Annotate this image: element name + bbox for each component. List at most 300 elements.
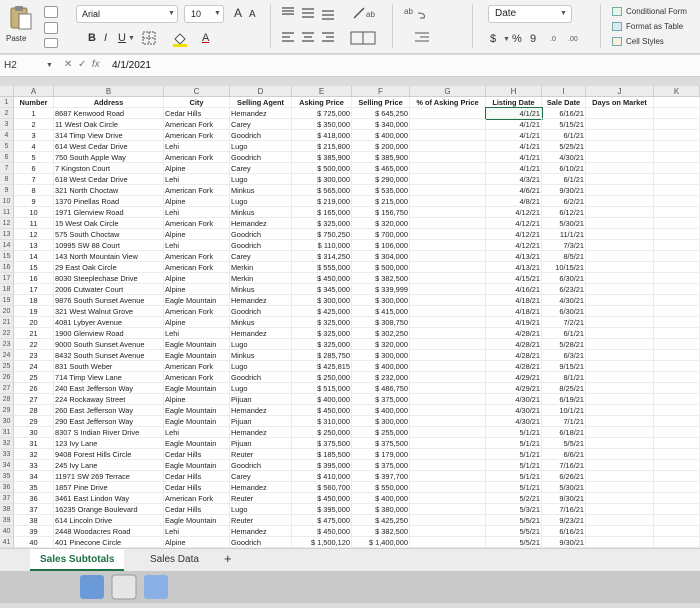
cell-address[interactable]: 9000 South Sunset Avenue	[54, 339, 164, 350]
cell-number[interactable]: 31	[14, 438, 54, 449]
cell-selling-agent[interactable]: Minkus	[230, 317, 292, 328]
cell-selling-price[interactable]: $ 397,700	[352, 471, 410, 482]
cell-pct-asking[interactable]	[410, 350, 486, 361]
cell-asking-price[interactable]: $ 475,000	[292, 515, 352, 526]
row-header[interactable]: 5	[0, 141, 14, 152]
cell-days-on-market[interactable]	[586, 328, 654, 339]
cell-sale-date[interactable]: 6/6/21	[542, 449, 586, 460]
cell-asking-price[interactable]: $ 410,000	[292, 471, 352, 482]
cell-days-on-market[interactable]	[586, 317, 654, 328]
empty-cell[interactable]	[654, 207, 700, 218]
cell-city[interactable]: American Fork	[164, 185, 230, 196]
cell-pct-asking[interactable]	[410, 152, 486, 163]
cell-sale-date[interactable]: 6/1/21	[542, 174, 586, 185]
row-header[interactable]: 29	[0, 405, 14, 416]
cell-number[interactable]: 21	[14, 328, 54, 339]
cell-selling-agent[interactable]: Hemandez	[230, 295, 292, 306]
cell-pct-asking[interactable]	[410, 405, 486, 416]
cell-selling-price[interactable]: $ 500,000	[352, 262, 410, 273]
alignment-group[interactable]	[280, 5, 340, 47]
cell-pct-asking[interactable]	[410, 515, 486, 526]
row-header[interactable]: 21	[0, 317, 14, 328]
cell-selling-price[interactable]: $ 300,000	[352, 416, 410, 427]
empty-cell[interactable]	[654, 537, 700, 548]
cell-selling-agent[interactable]: Goodrich	[230, 372, 292, 383]
empty-cell[interactable]	[654, 295, 700, 306]
cell-address[interactable]: 714 Timp View Lane	[54, 372, 164, 383]
cell-city[interactable]: American Fork	[164, 493, 230, 504]
cell-days-on-market[interactable]	[586, 196, 654, 207]
column-header-e[interactable]: E	[292, 86, 352, 97]
cell-address[interactable]: 16235 Orange Boulevard	[54, 504, 164, 515]
cell-pct-asking[interactable]	[410, 394, 486, 405]
cell-selling-price[interactable]: $ 425,250	[352, 515, 410, 526]
cell-city[interactable]: American Fork	[164, 130, 230, 141]
cell-sale-date[interactable]: 5/28/21	[542, 339, 586, 350]
empty-cell[interactable]	[654, 460, 700, 471]
cell-selling-price[interactable]: $ 550,000	[352, 482, 410, 493]
cell-address[interactable]: 321 North Choctaw	[54, 185, 164, 196]
cell-asking-price[interactable]: $ 250,000	[292, 372, 352, 383]
cell-selling-price[interactable]: $ 308,750	[352, 317, 410, 328]
cell-listing-date[interactable]: 4/12/21	[486, 218, 542, 229]
cell-selling-agent[interactable]: Goodrich	[230, 460, 292, 471]
cell-number[interactable]: 34	[14, 471, 54, 482]
cell-listing-date[interactable]: 4/12/21	[486, 240, 542, 251]
cell-asking-price[interactable]: $ 165,000	[292, 207, 352, 218]
cell-sale-date[interactable]: 8/5/21	[542, 251, 586, 262]
cell-sale-date[interactable]: 7/3/21	[542, 240, 586, 251]
cell-pct-asking[interactable]	[410, 493, 486, 504]
header-sale-date[interactable]: Sale Date	[542, 97, 586, 108]
cell-address[interactable]: 8307 S Indian River Drive	[54, 427, 164, 438]
cell-selling-agent[interactable]: Lugo	[230, 361, 292, 372]
cell-sale-date[interactable]: 10/15/21	[542, 262, 586, 273]
cell-selling-agent[interactable]: Merkin	[230, 262, 292, 273]
row-header[interactable]: 10	[0, 196, 14, 207]
cell-number[interactable]: 11	[14, 218, 54, 229]
cell-address[interactable]: 4081 Lybyer Avenue	[54, 317, 164, 328]
row-header[interactable]: 12	[0, 218, 14, 229]
cell-selling-price[interactable]: $ 700,000	[352, 229, 410, 240]
cell-listing-date[interactable]: 4/28/21	[486, 361, 542, 372]
cell-selling-price[interactable]: $ 375,000	[352, 460, 410, 471]
cell-listing-date[interactable]: 4/28/21	[486, 328, 542, 339]
header-number[interactable]: Number	[14, 97, 54, 108]
cell-number[interactable]: 18	[14, 295, 54, 306]
cell-selling-price[interactable]: $ 290,000	[352, 174, 410, 185]
cell-selling-price[interactable]: $ 1,400,000	[352, 537, 410, 548]
cell-address[interactable]: 614 Lincoln Drive	[54, 515, 164, 526]
cell-listing-date[interactable]: 5/2/21	[486, 493, 542, 504]
cell-address[interactable]: 9408 Forest Hills Circle	[54, 449, 164, 460]
header-selling-agent[interactable]: Selling Agent	[230, 97, 292, 108]
header-listing-date[interactable]: Listing Date	[486, 97, 542, 108]
cell-selling-price[interactable]: $ 179,000	[352, 449, 410, 460]
cell-city[interactable]: Lehi	[164, 526, 230, 537]
cell-city[interactable]: Eagle Mountain	[164, 416, 230, 427]
cell-selling-agent[interactable]: Hemandez	[230, 405, 292, 416]
cell-sale-date[interactable]: 6/1/21	[542, 130, 586, 141]
italic-button[interactable]: I	[104, 32, 108, 44]
cell-selling-price[interactable]: $ 486,750	[352, 383, 410, 394]
chevron-down-icon[interactable]: ▼	[168, 10, 175, 17]
cell-pct-asking[interactable]	[410, 471, 486, 482]
cell-days-on-market[interactable]	[586, 460, 654, 471]
cell-sale-date[interactable]: 4/30/21	[542, 295, 586, 306]
cell-number[interactable]: 3	[14, 130, 54, 141]
header-address[interactable]: Address	[54, 97, 164, 108]
select-all-corner[interactable]	[0, 86, 14, 97]
cell-asking-price[interactable]: $ 450,000	[292, 526, 352, 537]
cell-sale-date[interactable]: 11/1/21	[542, 229, 586, 240]
header-city[interactable]: City	[164, 97, 230, 108]
cell-pct-asking[interactable]	[410, 141, 486, 152]
cell-pct-asking[interactable]	[410, 482, 486, 493]
cell-address[interactable]: 10995 SW 88 Court	[54, 240, 164, 251]
cell-asking-price[interactable]: $ 325,000	[292, 328, 352, 339]
empty-cell[interactable]	[654, 504, 700, 515]
cell-number[interactable]: 5	[14, 152, 54, 163]
tab-sales-subtotals[interactable]: Sales Subtotals	[30, 549, 124, 571]
cell-address[interactable]: 9876 South Sunset Avenue	[54, 295, 164, 306]
empty-cell[interactable]	[654, 119, 700, 130]
header-asking-price[interactable]: Asking Price	[292, 97, 352, 108]
cell-number[interactable]: 30	[14, 427, 54, 438]
cell-city[interactable]: Lehi	[164, 427, 230, 438]
cell-sale-date[interactable]: 9/15/21	[542, 361, 586, 372]
cell-address[interactable]: 11971 SW 269 Terrace	[54, 471, 164, 482]
column-header-f[interactable]: F	[352, 86, 410, 97]
cell-selling-agent[interactable]: Minkus	[230, 185, 292, 196]
row-header[interactable]: 22	[0, 328, 14, 339]
cell-sale-date[interactable]: 6/1/21	[542, 328, 586, 339]
cell-city[interactable]: Lehi	[164, 207, 230, 218]
column-header-b[interactable]: B	[54, 86, 164, 97]
cell-selling-agent[interactable]: Merkin	[230, 273, 292, 284]
cell-address[interactable]: 15 West Oak Circle	[54, 218, 164, 229]
cell-number[interactable]: 14	[14, 251, 54, 262]
cell-asking-price[interactable]: $ 500,000	[292, 163, 352, 174]
cell-number[interactable]: 10	[14, 207, 54, 218]
cell-sale-date[interactable]: 6/19/21	[542, 394, 586, 405]
cell-selling-price[interactable]: $ 200,000	[352, 141, 410, 152]
cell-pct-asking[interactable]	[410, 284, 486, 295]
font-color-button[interactable]: A	[202, 32, 210, 44]
empty-cell[interactable]	[654, 405, 700, 416]
cell-days-on-market[interactable]	[586, 438, 654, 449]
cell-number[interactable]: 9	[14, 196, 54, 207]
cell-days-on-market[interactable]	[586, 163, 654, 174]
cell-selling-agent[interactable]: Lugo	[230, 339, 292, 350]
cell-address[interactable]: 2448 Woodacres Road	[54, 526, 164, 537]
row-header[interactable]: 16	[0, 262, 14, 273]
cell-sale-date[interactable]: 8/25/21	[542, 383, 586, 394]
cell-listing-date[interactable]: 4/1/21	[486, 119, 542, 130]
cell-pct-asking[interactable]	[410, 460, 486, 471]
empty-cell[interactable]	[654, 240, 700, 251]
font-size-select[interactable]: 10	[184, 5, 224, 23]
cell-pct-asking[interactable]	[410, 174, 486, 185]
empty-cell[interactable]	[654, 97, 700, 108]
cell-selling-agent[interactable]: Minkus	[230, 350, 292, 361]
font-name-select[interactable]: Arial	[76, 5, 178, 23]
name-box[interactable]: H2	[4, 60, 17, 71]
cell-listing-date[interactable]: 4/1/21	[486, 152, 542, 163]
cell-asking-price[interactable]: $ 325,000	[292, 339, 352, 350]
cell-selling-agent[interactable]: Hemandez	[230, 108, 292, 119]
cell-sale-date[interactable]: 8/1/21	[542, 372, 586, 383]
cell-city[interactable]: American Fork	[164, 372, 230, 383]
decimal-buttons[interactable]	[550, 31, 586, 45]
cell-listing-date[interactable]: 5/1/21	[486, 438, 542, 449]
cell-selling-agent[interactable]: Lugo	[230, 174, 292, 185]
cell-selling-agent[interactable]: Hemandez	[230, 482, 292, 493]
cell-selling-price[interactable]: $ 645,250	[352, 108, 410, 119]
cell-number[interactable]: 38	[14, 515, 54, 526]
chevron-down-icon[interactable]: ▼	[214, 10, 221, 17]
cell-address[interactable]: 224 Rockaway Street	[54, 394, 164, 405]
cell-selling-price[interactable]: $ 232,000	[352, 372, 410, 383]
cell-address[interactable]: 123 Ivy Lane	[54, 438, 164, 449]
cell-city[interactable]: Cedar Hills	[164, 449, 230, 460]
cell-days-on-market[interactable]	[586, 416, 654, 427]
bold-button[interactable]: B	[88, 32, 96, 44]
cell-pct-asking[interactable]	[410, 207, 486, 218]
cell-number[interactable]: 35	[14, 482, 54, 493]
empty-cell[interactable]	[654, 174, 700, 185]
paste-icon[interactable]	[8, 4, 34, 32]
cell-city[interactable]: Cedar Hills	[164, 504, 230, 515]
cell-address[interactable]: 143 North Mountain View	[54, 251, 164, 262]
cell-sale-date[interactable]: 9/23/21	[542, 515, 586, 526]
cell-selling-agent[interactable]: Minkus	[230, 207, 292, 218]
cell-selling-price[interactable]: $ 156,750	[352, 207, 410, 218]
cell-number[interactable]: 28	[14, 405, 54, 416]
cell-selling-price[interactable]: $ 302,250	[352, 328, 410, 339]
cell-days-on-market[interactable]	[586, 273, 654, 284]
cell-number[interactable]: 37	[14, 504, 54, 515]
row-header[interactable]: 24	[0, 350, 14, 361]
empty-cell[interactable]	[654, 427, 700, 438]
cell-asking-price[interactable]: $ 185,500	[292, 449, 352, 460]
cell-listing-date[interactable]: 5/1/21	[486, 460, 542, 471]
header-pct-asking[interactable]: % of Asking Price	[410, 97, 486, 108]
cell-pct-asking[interactable]	[410, 383, 486, 394]
borders-icon[interactable]	[142, 31, 156, 45]
empty-cell[interactable]	[654, 350, 700, 361]
column-header-g[interactable]: G	[410, 86, 486, 97]
cell-pct-asking[interactable]	[410, 438, 486, 449]
cell-asking-price[interactable]: $ 325,000	[292, 317, 352, 328]
cell-sale-date[interactable]: 6/30/21	[542, 273, 586, 284]
cell-days-on-market[interactable]	[586, 306, 654, 317]
cell-address[interactable]: 7 Kingston Court	[54, 163, 164, 174]
cell-selling-agent[interactable]: Carey	[230, 119, 292, 130]
cell-selling-agent[interactable]: Carey	[230, 251, 292, 262]
cell-listing-date[interactable]: 5/1/21	[486, 449, 542, 460]
column-header-i[interactable]: I	[542, 86, 586, 97]
empty-cell[interactable]	[654, 251, 700, 262]
row-header[interactable]: 30	[0, 416, 14, 427]
paste-button[interactable]: Paste	[6, 34, 27, 43]
cell-days-on-market[interactable]	[586, 284, 654, 295]
empty-cell[interactable]	[654, 471, 700, 482]
cell-city[interactable]: Cedar Hills	[164, 108, 230, 119]
column-header-c[interactable]: C	[164, 86, 230, 97]
number-format-select[interactable]: Date	[488, 5, 572, 23]
row-header[interactable]: 33	[0, 449, 14, 460]
cell-pct-asking[interactable]	[410, 229, 486, 240]
cell-selling-price[interactable]: $ 382,500	[352, 273, 410, 284]
cell-asking-price[interactable]: $ 725,000	[292, 108, 352, 119]
cell-listing-date[interactable]: 4/16/21	[486, 284, 542, 295]
cell-city[interactable]: Alpine	[164, 163, 230, 174]
empty-cell[interactable]	[654, 526, 700, 537]
row-header[interactable]: 7	[0, 163, 14, 174]
cell-pct-asking[interactable]	[410, 361, 486, 372]
row-header[interactable]: 40	[0, 526, 14, 537]
cell-days-on-market[interactable]	[586, 251, 654, 262]
cell-days-on-market[interactable]	[586, 207, 654, 218]
cell-selling-agent[interactable]: Lugo	[230, 196, 292, 207]
cell-asking-price[interactable]: $ 425,815	[292, 361, 352, 372]
cell-sale-date[interactable]: 9/30/21	[542, 493, 586, 504]
cell-listing-date[interactable]: 4/3/21	[486, 174, 542, 185]
cell-listing-date[interactable]: 4/30/21	[486, 416, 542, 427]
row-header[interactable]: 2	[0, 108, 14, 119]
cancel-icon[interactable]: ✕	[64, 59, 73, 70]
cell-asking-price[interactable]: $ 250,000	[292, 427, 352, 438]
row-header[interactable]: 3	[0, 119, 14, 130]
cell-selling-agent[interactable]: Goodrich	[230, 152, 292, 163]
column-header-k[interactable]: K	[654, 86, 700, 97]
cell-listing-date[interactable]: 4/18/21	[486, 306, 542, 317]
cell-listing-date[interactable]: 5/3/21	[486, 504, 542, 515]
header-days-on-market[interactable]: Days on Market	[586, 97, 654, 108]
cell-pct-asking[interactable]	[410, 185, 486, 196]
cell-selling-agent[interactable]: Pijuan	[230, 438, 292, 449]
cell-selling-agent[interactable]: Hemandez	[230, 526, 292, 537]
cell-asking-price[interactable]: $ 565,000	[292, 185, 352, 196]
cell-number[interactable]: 13	[14, 240, 54, 251]
cell-listing-date[interactable]: 5/5/21	[486, 526, 542, 537]
cell-number[interactable]: 1	[14, 108, 54, 119]
percent-button[interactable]: %	[512, 33, 522, 45]
cell-days-on-market[interactable]	[586, 174, 654, 185]
cell-selling-agent[interactable]: Hemandez	[230, 218, 292, 229]
cell-selling-agent[interactable]: Hemandez	[230, 427, 292, 438]
cell-selling-price[interactable]: $ 320,000	[352, 339, 410, 350]
cell-selling-price[interactable]: $ 300,000	[352, 295, 410, 306]
format-as-table-button[interactable]: Format as Table	[612, 19, 687, 34]
cell-number[interactable]: 8	[14, 185, 54, 196]
cell-asking-price[interactable]: $ 385,900	[292, 152, 352, 163]
cell-address[interactable]: 575 South Choctaw	[54, 229, 164, 240]
cell-pct-asking[interactable]	[410, 416, 486, 427]
cell-listing-date[interactable]: 5/5/21	[486, 537, 542, 548]
cell-city[interactable]: Alpine	[164, 394, 230, 405]
cell-address[interactable]: 260 East Jefferson Way	[54, 405, 164, 416]
cell-address[interactable]: 1900 Glenview Road	[54, 328, 164, 339]
cell-sale-date[interactable]: 7/2/21	[542, 317, 586, 328]
cell-asking-price[interactable]: $ 325,000	[292, 218, 352, 229]
cell-sale-date[interactable]: 4/30/21	[542, 152, 586, 163]
cell-listing-date[interactable]: 5/5/21	[486, 515, 542, 526]
cell-selling-price[interactable]: $ 340,000	[352, 119, 410, 130]
row-header[interactable]: 13	[0, 229, 14, 240]
column-header-a[interactable]: A	[14, 86, 54, 97]
cell-days-on-market[interactable]	[586, 361, 654, 372]
cell-number[interactable]: 24	[14, 361, 54, 372]
tab-sales-data[interactable]: Sales Data	[150, 554, 199, 565]
row-header[interactable]: 26	[0, 372, 14, 383]
cell-selling-agent[interactable]: Goodrich	[230, 130, 292, 141]
cell-city[interactable]: Alpine	[164, 196, 230, 207]
empty-cell[interactable]	[654, 108, 700, 119]
cell-selling-price[interactable]: $ 106,000	[352, 240, 410, 251]
cell-city[interactable]: American Fork	[164, 152, 230, 163]
cell-days-on-market[interactable]	[586, 449, 654, 460]
cell-city[interactable]: Eagle Mountain	[164, 350, 230, 361]
cell-selling-price[interactable]: $ 415,000	[352, 306, 410, 317]
cell-listing-date[interactable]: 4/12/21	[486, 229, 542, 240]
cell-asking-price[interactable]: $ 425,000	[292, 306, 352, 317]
cell-number[interactable]: 6	[14, 163, 54, 174]
cell-days-on-market[interactable]	[586, 350, 654, 361]
cell-address[interactable]: 401 Pinecone Circle	[54, 537, 164, 548]
cell-listing-date[interactable]: 5/1/21	[486, 471, 542, 482]
format-painter-icon[interactable]	[44, 38, 58, 48]
row-header[interactable]: 32	[0, 438, 14, 449]
cell-pct-asking[interactable]	[410, 108, 486, 119]
cell-days-on-market[interactable]	[586, 504, 654, 515]
empty-cell[interactable]	[654, 152, 700, 163]
row-header[interactable]: 37	[0, 493, 14, 504]
cell-selling-price[interactable]: $ 375,000	[352, 394, 410, 405]
cell-address[interactable]: 8030 Steeplechase Drive	[54, 273, 164, 284]
cell-pct-asking[interactable]	[410, 306, 486, 317]
row-header[interactable]: 15	[0, 251, 14, 262]
cell-address[interactable]: 618 West Cedar Drive	[54, 174, 164, 185]
cell-selling-price[interactable]: $ 215,000	[352, 196, 410, 207]
cell-number[interactable]: 36	[14, 493, 54, 504]
cell-address[interactable]: 290 East Jefferson Way	[54, 416, 164, 427]
empty-cell[interactable]	[654, 515, 700, 526]
row-header[interactable]: 9	[0, 185, 14, 196]
empty-cell[interactable]	[654, 306, 700, 317]
cell-asking-price[interactable]: $ 450,000	[292, 405, 352, 416]
cell-days-on-market[interactable]	[586, 152, 654, 163]
cell-listing-date[interactable]: 4/28/21	[486, 339, 542, 350]
cell-asking-price[interactable]: $ 450,000	[292, 273, 352, 284]
indent-icon[interactable]	[414, 30, 430, 46]
chevron-down-icon[interactable]: ▼	[128, 35, 135, 42]
empty-cell[interactable]	[654, 218, 700, 229]
cell-sale-date[interactable]: 5/30/21	[542, 218, 586, 229]
cell-number[interactable]: 26	[14, 383, 54, 394]
cell-pct-asking[interactable]	[410, 163, 486, 174]
cell-selling-agent[interactable]: Lugo	[230, 504, 292, 515]
cell-days-on-market[interactable]	[586, 372, 654, 383]
cell-number[interactable]: 40	[14, 537, 54, 548]
cell-address[interactable]: 2006 Cutwater Court	[54, 284, 164, 295]
cell-number[interactable]: 19	[14, 306, 54, 317]
cell-sale-date[interactable]: 5/30/21	[542, 482, 586, 493]
cell-days-on-market[interactable]	[586, 108, 654, 119]
cell-sale-date[interactable]: 7/16/21	[542, 460, 586, 471]
row-header[interactable]: 20	[0, 306, 14, 317]
